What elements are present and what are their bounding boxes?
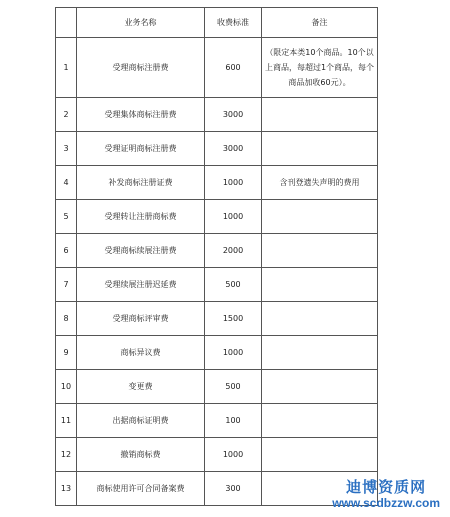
remarks-cell [262, 200, 378, 234]
row-index-cell: 7 [56, 268, 77, 302]
header-fee-standard: 收费标准 [205, 8, 262, 38]
remarks-cell [262, 234, 378, 268]
fee-cell: 1500 [205, 302, 262, 336]
header-index [56, 8, 77, 38]
table-row [56, 166, 378, 200]
remarks-cell [262, 98, 378, 132]
row-index-cell: 11 [56, 404, 77, 438]
service-name-cell: 变更费 [77, 370, 205, 404]
service-name-cell: 受理商标评审费 [77, 302, 205, 336]
table-row [56, 472, 378, 506]
row-index-cell: 3 [56, 132, 77, 166]
table-body [56, 38, 378, 506]
row-index-cell: 9 [56, 336, 77, 370]
fee-cell: 600 [205, 38, 262, 98]
fee-cell: 2000 [205, 234, 262, 268]
remarks-cell [262, 438, 378, 472]
fee-cell: 300 [205, 472, 262, 506]
row-index-cell: 1 [56, 38, 77, 98]
table-row [56, 234, 378, 268]
service-name-cell: 出据商标证明费 [77, 404, 205, 438]
remarks-cell [262, 404, 378, 438]
service-name-cell: 补发商标注册证费 [77, 166, 205, 200]
remarks-cell: （限定本类10个商品。10个以上商品，每超过1个商品，每个商品加收60元）。 [262, 38, 378, 98]
table-row [56, 200, 378, 234]
table-row [56, 370, 378, 404]
fee-cell: 1000 [205, 438, 262, 472]
service-name-cell: 受理证明商标注册费 [77, 132, 205, 166]
row-index-cell: 5 [56, 200, 77, 234]
service-name-cell: 撤销商标费 [77, 438, 205, 472]
row-index-cell: 12 [56, 438, 77, 472]
remarks-cell [262, 268, 378, 302]
service-name-cell: 受理转让注册商标费 [77, 200, 205, 234]
table-row [56, 438, 378, 472]
fee-cell: 500 [205, 370, 262, 404]
row-index-cell: 2 [56, 98, 77, 132]
header-remarks: 备注 [262, 8, 378, 38]
service-name-cell: 商标异议费 [77, 336, 205, 370]
table-row [56, 38, 378, 98]
row-index-cell: 6 [56, 234, 77, 268]
remarks-cell [262, 370, 378, 404]
fee-cell: 3000 [205, 132, 262, 166]
fee-cell: 1000 [205, 336, 262, 370]
watermark-url: www.scdbzzw.com [332, 496, 440, 510]
remarks-cell: 含刊登遗失声明的费用 [262, 166, 378, 200]
service-name-cell: 商标使用许可合同备案费 [77, 472, 205, 506]
table-row [56, 98, 378, 132]
fee-cell: 100 [205, 404, 262, 438]
service-name-cell: 受理商标注册费 [77, 38, 205, 98]
fee-table [55, 7, 378, 506]
table-row [56, 268, 378, 302]
watermark-title: 迪博资质网 [346, 478, 427, 496]
row-index-cell: 4 [56, 166, 77, 200]
row-index-cell: 13 [56, 472, 77, 506]
remarks-cell [262, 132, 378, 166]
table-row [56, 302, 378, 336]
table-row [56, 404, 378, 438]
fee-cell: 3000 [205, 98, 262, 132]
fee-cell: 1000 [205, 200, 262, 234]
table-row [56, 132, 378, 166]
service-name-cell: 受理商标续展注册费 [77, 234, 205, 268]
header-service-name: 业务名称 [77, 8, 205, 38]
remarks-cell [262, 336, 378, 370]
remarks-cell [262, 302, 378, 336]
row-index-cell: 8 [56, 302, 77, 336]
table-header-row [56, 8, 378, 38]
service-name-cell: 受理集体商标注册费 [77, 98, 205, 132]
fee-cell: 1000 [205, 166, 262, 200]
watermark [332, 478, 440, 510]
fee-cell: 500 [205, 268, 262, 302]
row-index-cell: 10 [56, 370, 77, 404]
table-row [56, 336, 378, 370]
service-name-cell: 受理续展注册迟延费 [77, 268, 205, 302]
